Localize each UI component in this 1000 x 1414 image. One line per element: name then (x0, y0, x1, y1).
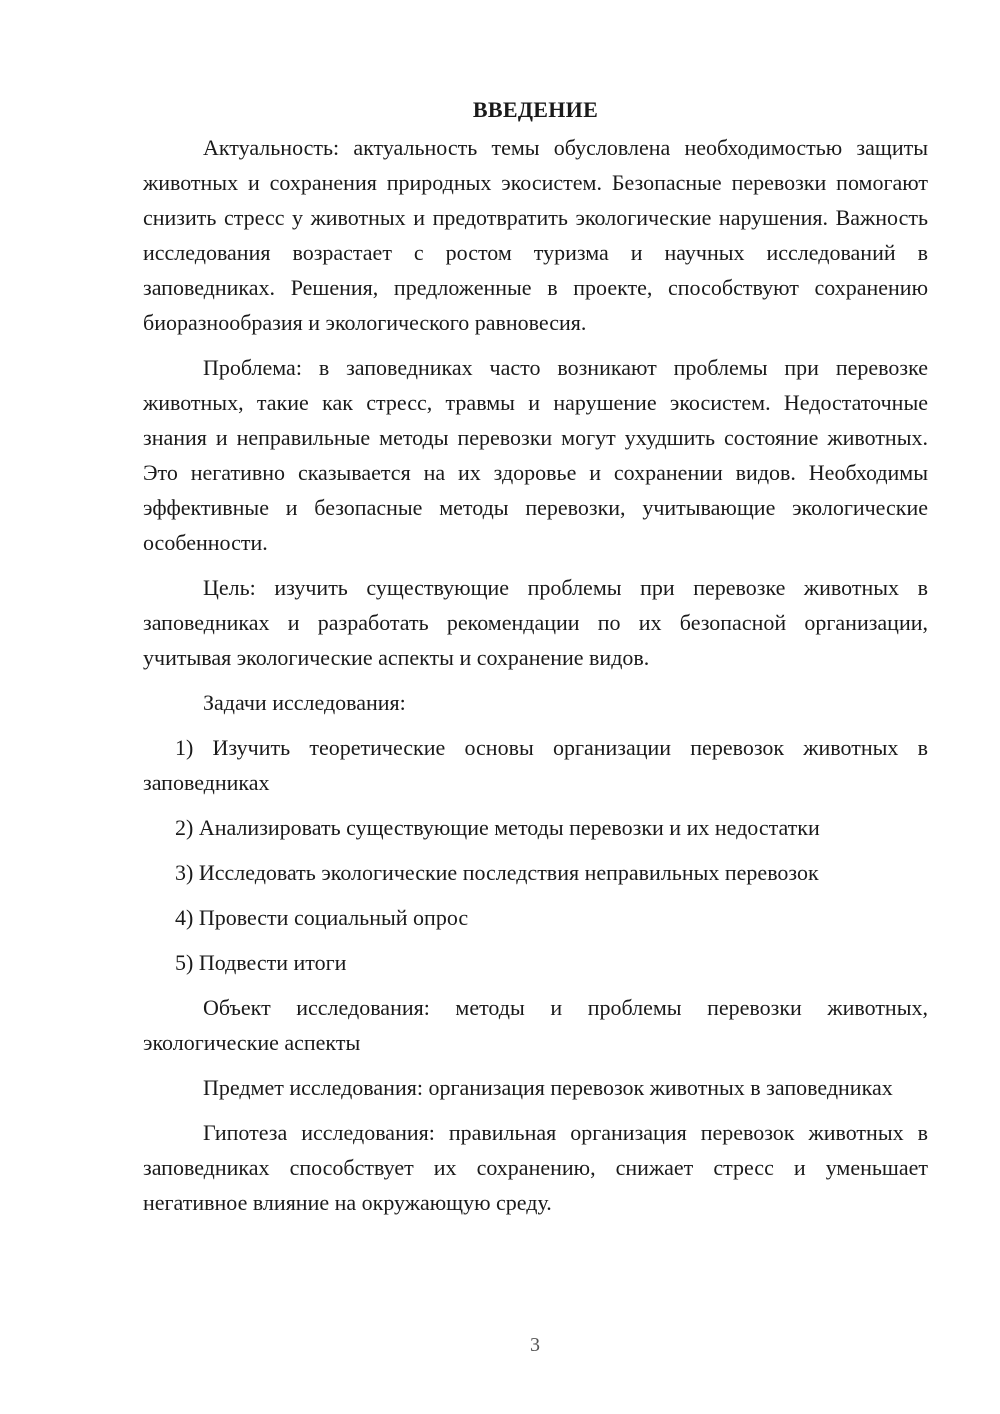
subject-paragraph: Предмет исследования: организация перевозок животных в заповедниках (203, 1075, 893, 1100)
goal-paragraph: Цель: изучить существующие проблемы при перевозке животных в заповедниках и разработать рекомендации по их безопасной организации, учитывая экологические аспекты и сохранение видов. (143, 575, 928, 670)
tasks-title: Задачи исследования: (203, 690, 406, 715)
task-item-4: 4) Провести социальный опрос (175, 905, 469, 930)
page-number: 3 (530, 1334, 540, 1356)
hypothesis-paragraph: Гипотеза исследования: правильная организация перевозок животных в заповедниках способствует их сохранению, снижает стресс и уменьшает негативное влияние на окружающую среду. (143, 1120, 928, 1215)
task-item-5: 5) Подвести итоги (175, 950, 347, 975)
problem-paragraph: Проблема: в заповедниках часто возникают проблемы при перевозке животных, такие как стресс, травмы и нарушение экосистем. Недостаточные знания и неправильные методы перевозки могут ухудшить состояние животных. Это негативно сказывается на их здоровье и сохранении видов. Необходимы эффективные и безопасные методы перевозки, учитывающие экологические особенности. (143, 355, 928, 555)
task-item-3: 3) Исследовать экологические последствия неправильных перевозок (175, 860, 819, 885)
task-item-1: 1) Изучить теоретические основы организации перевозок животных в заповедниках (143, 735, 928, 795)
task-item-2: 2) Анализировать существующие методы перевозки и их недостатки (175, 815, 820, 840)
section-heading: ВВЕДЕНИЕ (472, 97, 599, 122)
object-paragraph: Объект исследования: методы и проблемы перевозки животных, экологические аспекты (143, 995, 928, 1055)
document-page (143, 92, 928, 1230)
relevance-paragraph: Актуальность: актуальность темы обусловлена необходимостью защиты животных и сохранения природных экосистем. Безопасные перевозки помогают снизить стресс у животных и предотвратить экологические нарушения. Важность исследования возрастает с ростом туризма и научных исследований в заповедниках. Решения, предложенные в проекте, способствуют сохранению биоразнообразия и экологического равновесия. (143, 135, 928, 335)
